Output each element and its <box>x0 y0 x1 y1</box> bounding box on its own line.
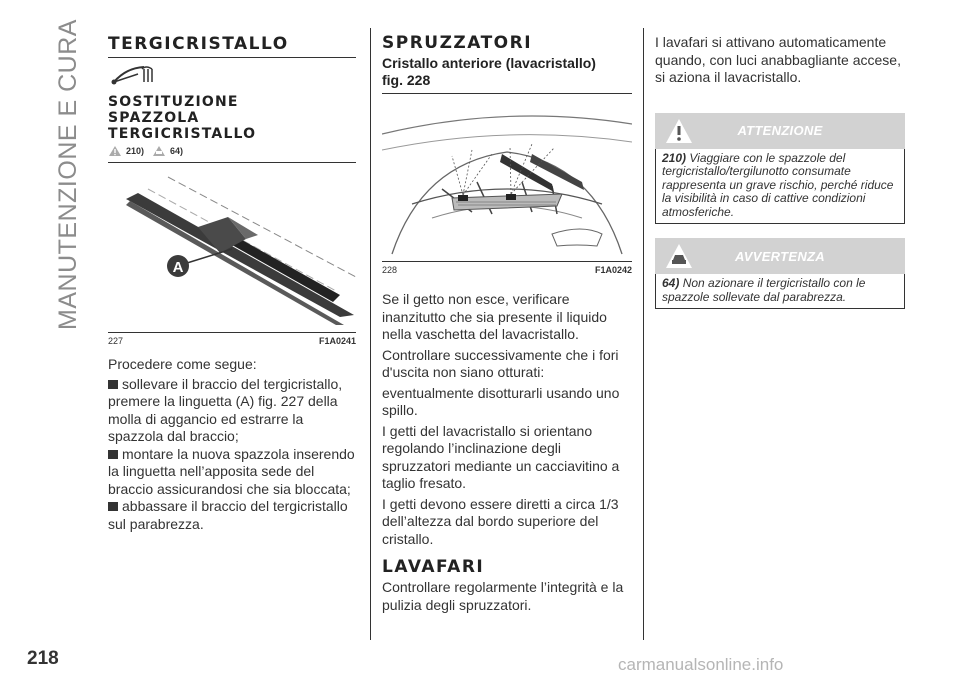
section-heading-washers: SPRUZZATORI <box>382 33 533 53</box>
warning-text-box <box>655 149 905 225</box>
notice-text-box <box>655 274 905 309</box>
notice-ref: 64) <box>662 276 680 290</box>
procedure-intro: Procedere come segue: <box>108 356 257 372</box>
notice-header <box>655 238 905 274</box>
paragraph: Controllare successivamente che i fori d'uscita non siano otturati: <box>382 346 619 380</box>
wiper-symbol-icon <box>108 64 356 90</box>
chapter-side-title <box>46 18 90 330</box>
notice-title: AVVERTENZA <box>735 248 825 264</box>
bullet-icon <box>108 450 118 459</box>
paragraph: I getti devono essere diretti a circa 1/3 dell’altezza dal bordo superiore del cristallo. <box>382 495 619 547</box>
subheading-line: TERGICRISTALLO <box>108 126 257 142</box>
list-item: montare la nuova spazzola inserendo la linguetta nell’apposita sede del braccio assicurandosi che sia bloccata; <box>108 445 355 497</box>
watermark: carmanualsonline.info <box>618 655 784 674</box>
figure-caption <box>382 265 632 275</box>
bullet-icon <box>108 502 118 511</box>
subheading-blade-replacement <box>108 94 356 142</box>
notice-block <box>655 238 905 309</box>
column-wiper-blade <box>108 28 356 533</box>
references-row <box>108 145 356 157</box>
notice-text: Non azionare il tergicristallo con le spazzole sollevate dal parabrezza. <box>662 276 866 304</box>
warning-triangle-icon <box>108 145 122 157</box>
car-notice-icon <box>665 243 693 269</box>
warning-block <box>655 113 905 225</box>
figure-227 <box>108 167 356 346</box>
wiper-blade-illustration <box>108 167 356 327</box>
warning-ref: 210) <box>662 150 687 165</box>
column-divider <box>643 28 644 640</box>
column-notices <box>655 28 905 309</box>
figure-number: 227 <box>108 336 124 346</box>
column-divider <box>370 28 371 640</box>
paragraph: I getti del lavacristallo si orientano regolando l’inclinazione degli spruzzatori mediante un cacciavitino a taglio fresato. <box>382 422 620 491</box>
notice-ref: 64) <box>170 146 184 156</box>
section-heading-wiper: TERGICRISTALLO <box>108 34 289 54</box>
column-washers <box>382 28 632 614</box>
figure-title: Cristallo anteriore (lavacristallo) fig. 228 <box>382 55 596 88</box>
callout-a: A <box>172 259 184 276</box>
warning-ref: 210) <box>126 146 145 156</box>
warning-header <box>655 113 905 149</box>
paragraph: I lavafari si attivano automaticamente quando, con luci anabbagliante accese, si aziona il lavacristallo. <box>655 34 901 85</box>
subheading-line: SPAZZOLA <box>108 110 200 126</box>
subheading-line: SOSTITUZIONE <box>108 94 239 110</box>
paragraph: Se il getto non esce, verificare inanzitutto che sia presente il liquido nella vaschetta del lavacristallo. <box>382 291 607 342</box>
car-notice-icon <box>152 145 166 157</box>
warning-title: ATTENZIONE <box>737 123 823 138</box>
section-heading-headlamp-washers: LAVAFARI <box>382 557 485 577</box>
windscreen-washer-illustration <box>382 94 632 256</box>
figure-code: F1A0241 <box>318 336 356 346</box>
figure-bottom-rule <box>382 261 632 262</box>
list-item: abbassare il braccio del tergicristallo sul parabrezza. <box>108 498 348 532</box>
warning-text: Viaggiare con le spazzole del tergicristallo/tergilunotto consumate rappresenta un grave rischio, perché riduce la visibilità in caso di cattive condizioni atmosferiche. <box>662 150 894 219</box>
chapter-side-title-text: MANUTENZIONE E CURA <box>53 18 82 330</box>
procedure-list <box>108 376 356 534</box>
bullet-icon <box>108 380 118 389</box>
figure-number: 228 <box>382 265 398 275</box>
figure-top-rule <box>108 162 356 163</box>
page-number: 218 <box>27 648 59 669</box>
figure-228 <box>382 94 632 275</box>
paragraph: eventualmente disotturarli usando uno spillo. <box>382 384 620 418</box>
heading-rule <box>108 57 356 58</box>
paragraph: Controllare regolarmente l’integrità e la pulizia degli spruzzatori. <box>382 579 624 613</box>
list-item: sollevare il braccio del tergicristallo, premere la linguetta (A) fig. 227 della molla di aggancio ed estrarre la spazzola dal braccio; <box>108 375 343 444</box>
figure-code: F1A0242 <box>594 265 632 275</box>
figure-bottom-rule <box>108 332 356 333</box>
warning-triangle-icon <box>665 118 693 144</box>
figure-caption <box>108 336 356 346</box>
